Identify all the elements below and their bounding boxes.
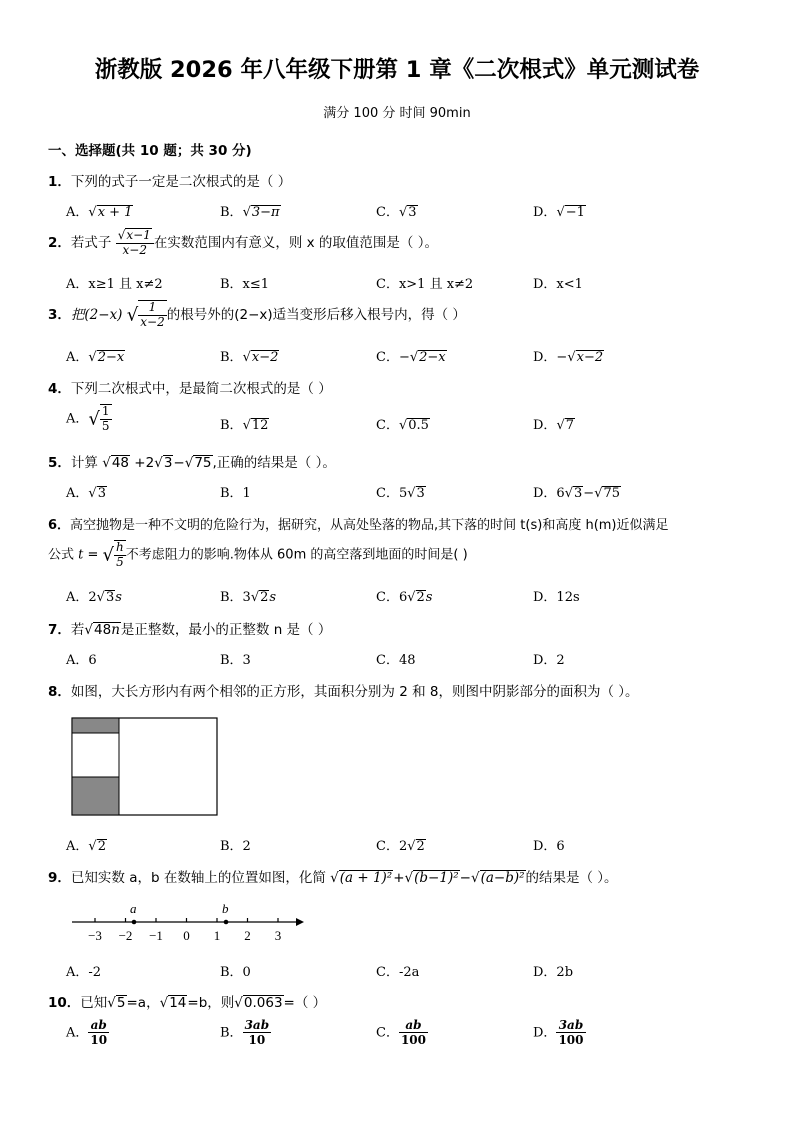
axis-tick-label: 0 [183,928,190,943]
q9-option-c: C．-2a [376,965,420,980]
q1-option-a: A． √ x + 1 [66,201,133,220]
q5-option-b: B．1 [220,486,251,501]
axis-tick-label: −2 [118,928,133,943]
q9-option-d: D．2b [533,965,574,980]
q4-option-c: C． √ 0.5 [376,414,430,433]
q8-option-b: B．2 [220,839,251,854]
q4-option-b: B． √ 12 [220,414,269,433]
question-1: 1．下列的式子一定是二次根式的是（ ） [48,174,292,190]
shaded-region-top [72,718,119,733]
q6-option-d: D．12s [533,590,580,605]
q7-option-a: A．6 [66,653,97,668]
axis-tick-label: −1 [149,928,163,943]
axis-tick-label: 1 [213,928,221,943]
q2-option-a: A．x≥1 且 x≠2 [66,277,163,292]
q3-option-b: B． √ x−2 [220,346,279,365]
q3-option-d: D．− √ x−2 [533,346,604,365]
question-2: 2．若式子 $\frac{√x-1}{x-2}$ 在实数范围内有意义，则 x 的取值范围是（ ）。 [48,228,438,257]
q6-option-c: C．6 √ 2s [376,586,432,605]
axis-tick-label: −3 [88,928,102,943]
q3-option-a: A． √ 2−x [66,346,125,365]
axis-tick-label: 2 [244,928,251,943]
point-b [224,920,229,925]
q9-option-b: B．0 [220,965,251,980]
question-3: 3．把(2−x) √ $\frac{1}{x-2}$ 的根号外的(2−x)适当变形后移入根号内，得（ ） [48,300,466,329]
q2-option-b: B．x≤1 [220,277,270,292]
q6-option-a: A．2 √ 3s [66,586,122,605]
q10-option-c: C． $\frac{ab}{100}$ [376,1018,427,1048]
q10-option-d: D． $\frac{3ab}{100}$ [533,1018,584,1048]
label-a: a [130,901,137,916]
question-8: 8．如图，大长方形内有两个相邻的正方形，其面积分别为 2 和 8，则图中阴影部分的面积为（ ）。 [48,684,639,700]
q2-option-c: C．x>1 且 x≠2 [376,277,474,292]
shaded-region-bottom [72,777,119,815]
q1-option-c: C． √ 3 [376,201,418,220]
q5-option-a: A． √ 3 [66,482,107,501]
small-square [72,733,119,777]
q9-option-a: A．-2 [66,965,102,980]
q1-option-b: B． √ 3−π [220,201,281,220]
q8-option-a: A． √ 2 [66,835,107,854]
exam-info: 满分 100 分 时间 90min [323,106,471,121]
q1-option-d: D． √ −1 [533,201,586,220]
question-7: 7．若 √ 48n是正整数，最小的正整数 n 是（ ） [48,618,331,638]
q5-option-c: C．5 √ 3 [376,482,426,501]
axis-tick-label: 3 [274,928,282,943]
question-5: 5．计算 √ 48 +2 √ 3− √ 75,正确的结果是（ ）。 [48,451,336,471]
question-10: 10．已知 √ 5=a， √ 14=b，则 √ 0.063=（ ） [48,991,326,1011]
q4-option-d: D． √ 7 [533,414,575,433]
section-heading: 一、选择题(共 10 题；共 30 分) [48,143,252,159]
q7-option-c: C．48 [376,653,416,668]
q8-option-d: D．6 [533,839,565,854]
question-9: 9．已知实数 a，b 在数轴上的位置如图，化简 √ (a + 1)²+ √ (b−1)²− √ (a−b)²的结果是（ ）。 [48,866,618,886]
question-4: 4．下列二次根式中，是最简二次根式的是（ ） [48,381,332,397]
question-6: 6．高空抛物是一种不文明的危险行为，据研究，从高处坠落的物品,其下落的时间 t(s)和高度 h(m)近似满足 [48,518,669,533]
q8-option-c: C．2 √ 2 [376,835,426,854]
q3-option-c: C．− √ 2−x [376,346,447,365]
rectangle-figure [71,717,219,817]
q10-option-b: B． $\frac{3ab}{10}$ [220,1018,270,1048]
number-line [68,900,308,946]
q4-option-a: A．√ $\frac{1}{5}$ [66,404,110,433]
q7-option-b: B．3 [220,653,251,668]
label-b: b [222,901,229,916]
q7-option-d: D．2 [533,653,565,668]
arrow-icon [296,918,304,926]
q10-option-a: A． $\frac{ab}{10}$ [66,1018,108,1048]
question-6-formula: 公式 t = √ $\frac{h}{5}$ 不考虑阻力的影响.物体从 60m 的高空落到地面的时间是( ) [48,540,468,569]
point-a [132,920,137,925]
q2-option-d: D．x<1 [533,277,583,292]
q5-option-d: D．6 √ 3− √ 75 [533,482,621,501]
page-title: 浙教版 2026 年八年级下册第 1 章《二次根式》单元测试卷 [94,57,700,83]
q6-option-b: B．3 √ 2s [220,586,276,605]
